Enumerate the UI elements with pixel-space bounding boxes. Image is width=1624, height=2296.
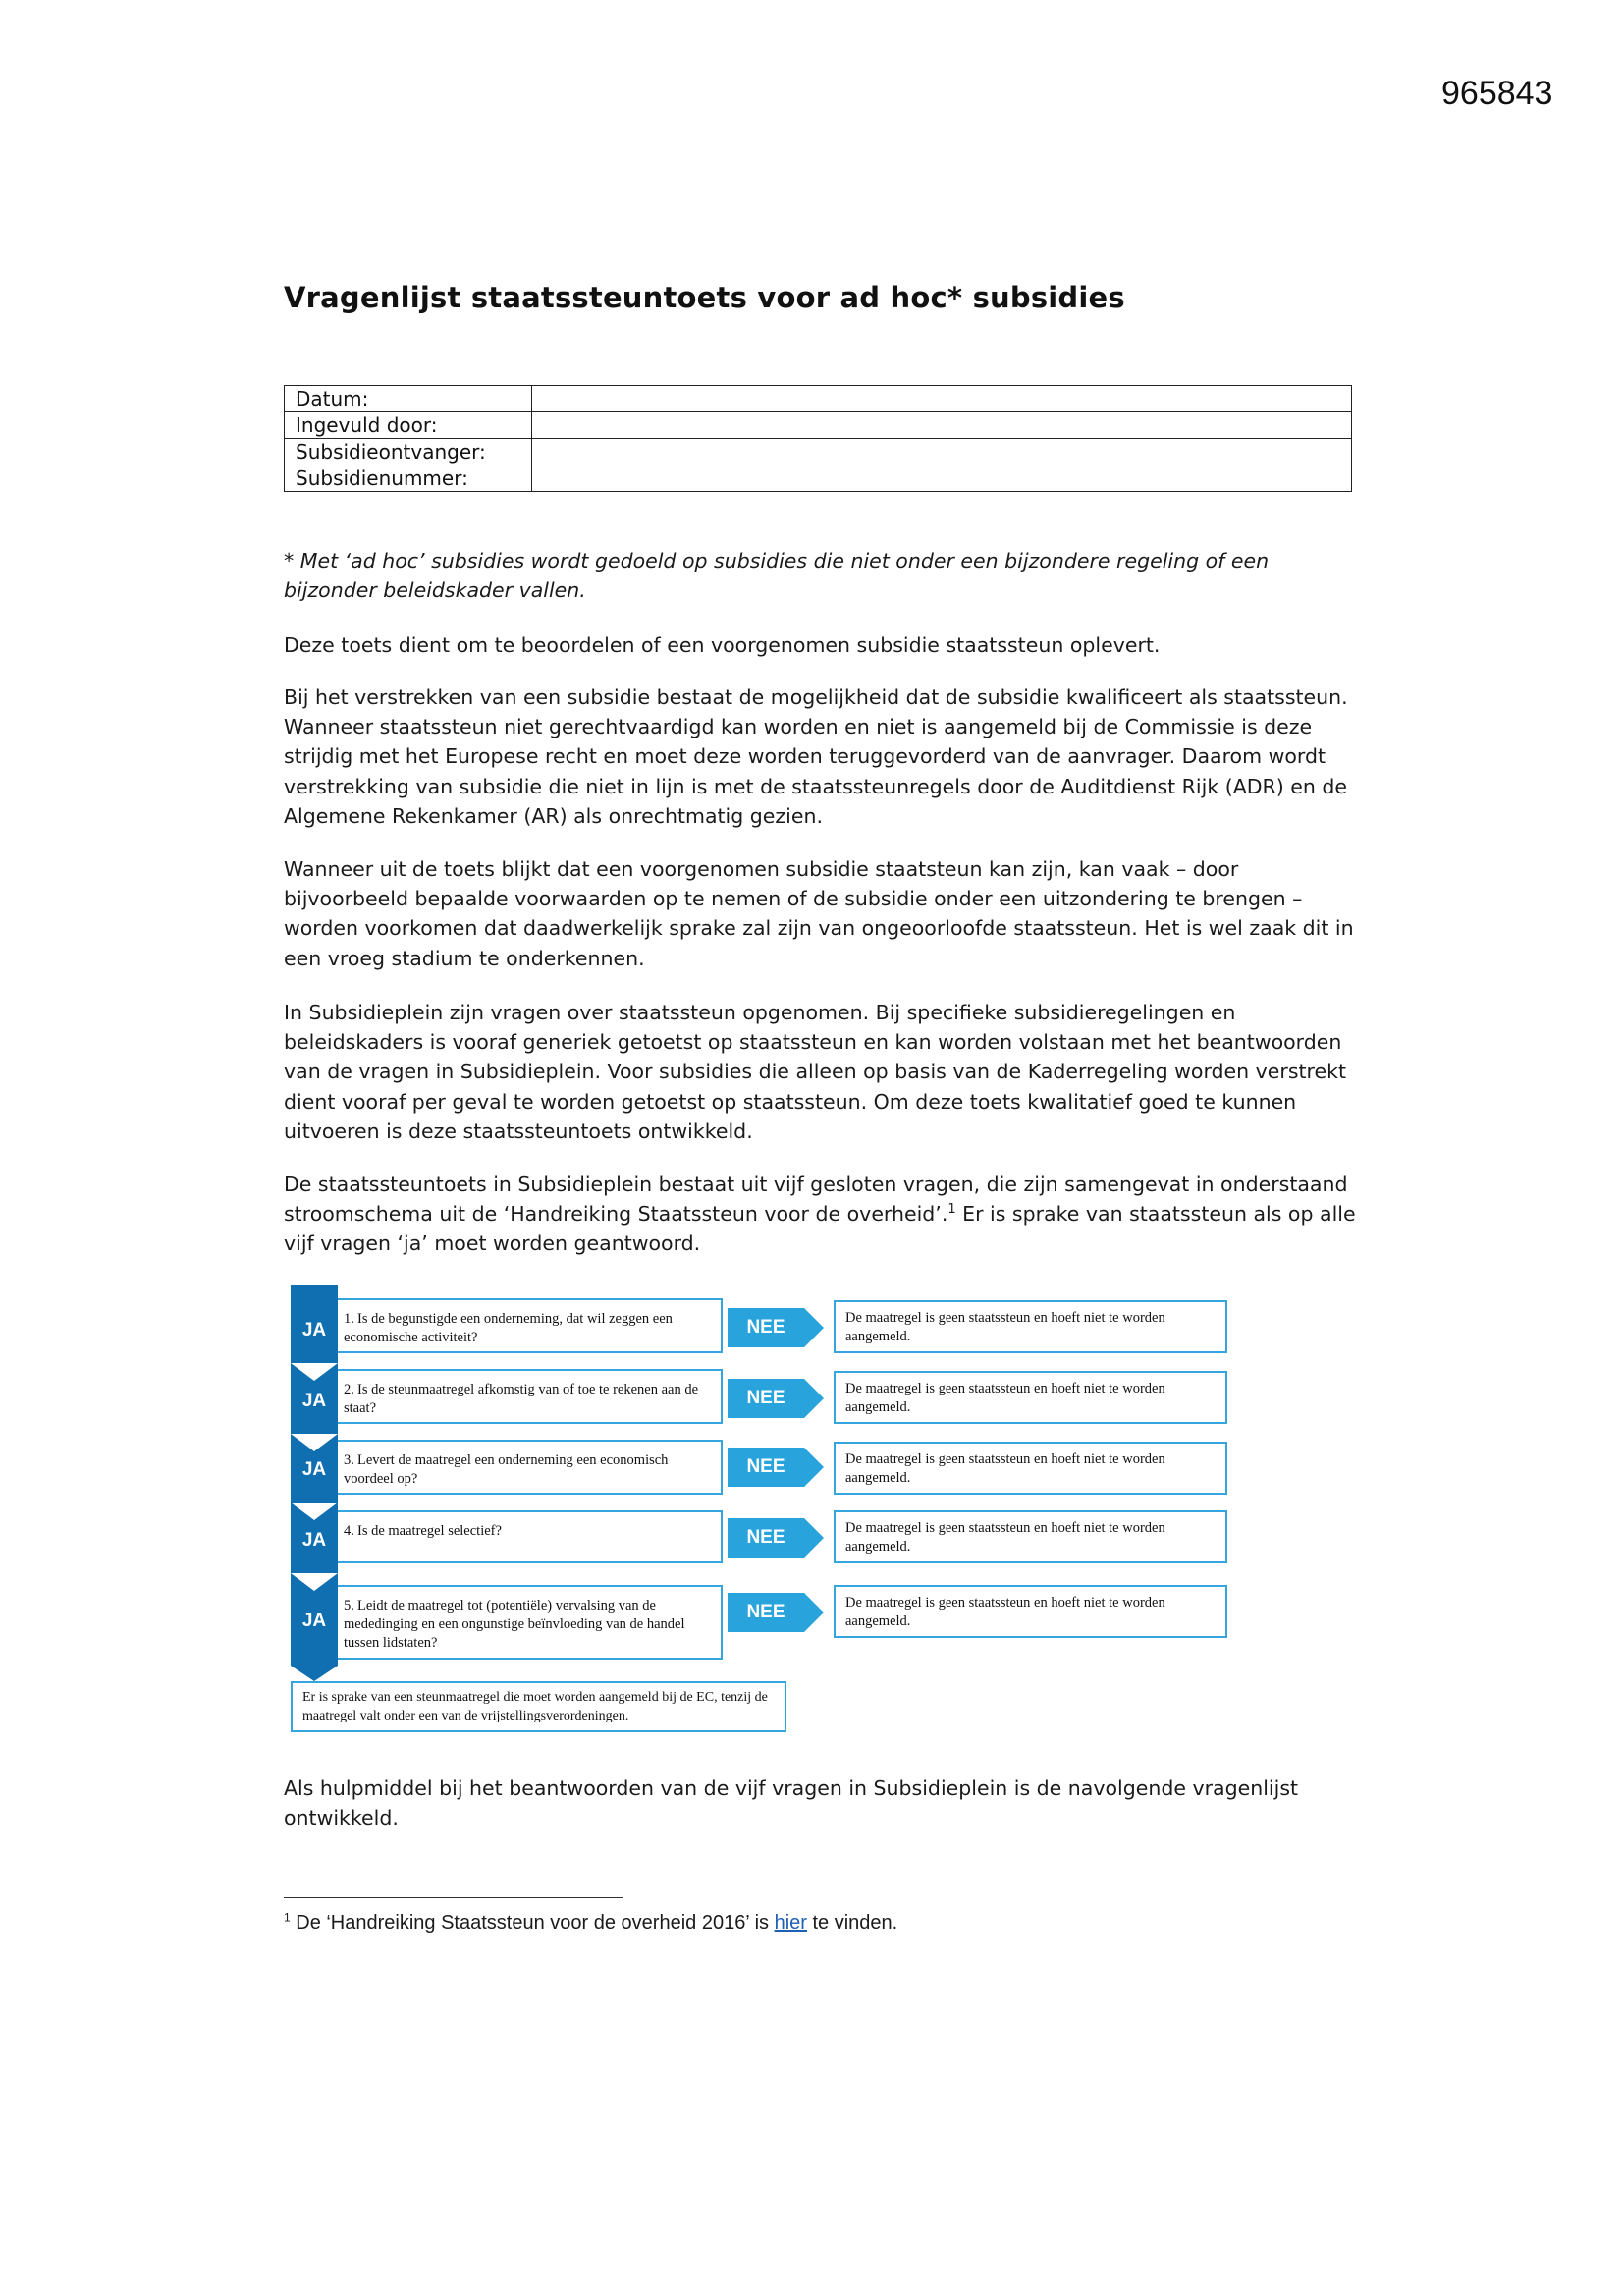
question-number: 2.	[344, 1382, 354, 1397]
nee-arrow	[728, 1379, 824, 1418]
paragraph-five-questions-text-end: Er is sprake van staatssteun als op alle vijf vragen ‘ja’ moet worden geantwoord.	[284, 1202, 1356, 1256]
ja-label: JA	[301, 1391, 327, 1411]
nee-label: NEE	[746, 1388, 785, 1408]
paragraph-five-questions	[284, 1170, 1364, 1259]
arrow-right-icon	[804, 1448, 824, 1487]
outcome-box-1: De maatregel is geen staatssteun en hoeft niet te worden aangemeld.	[834, 1300, 1227, 1353]
question-number: 4.	[344, 1523, 354, 1539]
meta-value-datum[interactable]	[532, 386, 1352, 412]
nee-arrow	[728, 1593, 824, 1632]
ja-label: JA	[301, 1459, 327, 1480]
question-box-5	[338, 1585, 723, 1660]
nee-arrow	[728, 1518, 824, 1558]
chevron-down-icon	[291, 1434, 338, 1451]
table-row	[285, 465, 1352, 492]
meta-value-subsidienummer[interactable]	[532, 465, 1352, 492]
outcome-box-5: De maatregel is geen staatssteun en hoeft niet te worden aangemeld.	[834, 1585, 1227, 1638]
ja-label: JA	[301, 1320, 327, 1340]
outcome-box-4: De maatregel is geen staatssteun en hoeft niet te worden aangemeld.	[834, 1510, 1227, 1563]
outcome-box-3: De maatregel is geen staatssteun en hoeft niet te worden aangemeld.	[834, 1442, 1227, 1495]
footnote-text: De ‘Handreiking Staatssteun voor de overheid 2016’ is	[290, 1912, 775, 1934]
question-number: 5.	[344, 1598, 354, 1613]
table-row	[285, 439, 1352, 465]
chevron-down-icon	[291, 1503, 338, 1520]
ja-label: JA	[301, 1611, 327, 1631]
chevron-down-icon	[291, 1363, 338, 1381]
meta-label-ingevuld-door: Ingevuld door:	[285, 412, 532, 439]
chevron-down-icon	[291, 1573, 338, 1591]
arrow-right-icon	[804, 1593, 824, 1632]
metadata-table	[284, 385, 1352, 492]
state-aid-flowchart	[291, 1285, 1233, 1736]
nee-arrow	[728, 1448, 824, 1487]
arrow-right-icon	[804, 1518, 824, 1558]
document-number: 965843	[1441, 75, 1553, 112]
question-box-1	[338, 1298, 723, 1353]
meta-label-datum: Datum:	[285, 386, 532, 412]
table-row	[285, 412, 1352, 439]
paragraph-five-questions-text: De staatssteuntoets in Subsidieplein bestaat uit vijf gesloten vragen, die zijn samengevat in onderstaand stroomschema uit de ‘Handreiking Staatssteun voor de overheid’.	[284, 1173, 1348, 1227]
paragraph-purpose: Deze toets dient om te beoordelen of een voorgenomen subsidie staatssteun oplevert.	[284, 633, 1161, 657]
nee-arrow	[728, 1308, 824, 1347]
paragraph-questionnaire: Als hulpmiddel bij het beantwoorden van de vijf vragen in Subsidieplein is de navolgende vragenlijst ontwikkeld.	[284, 1777, 1299, 1831]
ad-hoc-note: * Met ‘ad hoc’ subsidies wordt gedoeld op subsidies die niet onder een bijzondere regeling of een bijzonder beleidskader vallen.	[284, 549, 1270, 603]
question-text: Levert de maatregel een onderneming een economisch voordeel op?	[344, 1452, 669, 1487]
footnote-link[interactable]: hier	[774, 1912, 807, 1934]
chevron-down-icon	[291, 1666, 338, 1681]
nee-label: NEE	[746, 1602, 785, 1622]
nee-label: NEE	[746, 1317, 785, 1338]
question-box-2	[338, 1369, 723, 1424]
footnote	[284, 1909, 897, 1937]
meta-label-subsidieontvanger: Subsidieontvanger:	[285, 439, 532, 465]
question-box-4	[338, 1510, 723, 1563]
arrow-right-icon	[804, 1308, 824, 1347]
question-text: Is de begunstigde een onderneming, dat wil zeggen een economische activiteit?	[344, 1311, 673, 1345]
paragraph-state-aid: Bij het verstrekken van een subsidie bestaat de mogelijkheid dat de subsidie kwalificeert als staatssteun. Wanneer staatssteun niet gerechtvaardigd kan worden en niet is aangemeld bij de Commissie is deze strijdig met het Europese recht en moet deze worden teruggevorderd van de aanvrager. Daarom wordt verstrekking van subsidie die niet in lijn is met de staatssteunregels door de Auditdienst Rijk (ADR) en de Algemene Rekenkamer (AR) als onrechtmatig gezien.	[284, 685, 1348, 828]
question-text: Is de maatregel selectief?	[357, 1523, 502, 1539]
question-text: Leidt de maatregel tot (potentiële) vervalsing van de mededinging en een ongunstige beïnvloeding van de handel tussen lidstaten?	[344, 1598, 685, 1651]
meta-value-ingevuld-door[interactable]	[532, 412, 1352, 439]
nee-label: NEE	[746, 1527, 785, 1548]
question-text: Is de steunmaatregel afkomstig van of toe te rekenen aan de staat?	[344, 1382, 699, 1416]
question-box-3	[338, 1440, 723, 1495]
ja-label: JA	[301, 1530, 327, 1551]
footnote-ref[interactable]: 1	[947, 1202, 956, 1218]
outcome-box-2: De maatregel is geen staatssteun en hoeft niet te worden aangemeld.	[834, 1371, 1227, 1424]
table-row	[285, 386, 1352, 412]
question-number: 1.	[344, 1311, 354, 1327]
paragraph-prevention: Wanneer uit de toets blijkt dat een voorgenomen subsidie staatsteun kan zijn, kan vaak – door bijvoorbeeld bepaalde voorwaarden op te nemen of de subsidie onder een uitzondering te brengen – worden voorkomen dat daadwerkelijk sprake zal zijn van ongeoorloofde staatssteun. Het is wel zaak dit in een vroeg stadium te onderkennen.	[284, 857, 1354, 970]
footnote-text-end: te vinden.	[806, 1912, 898, 1934]
final-outcome-box: Er is sprake van een steunmaatregel die moet worden aangemeld bij de EC, tenzij de maatregel valt onder een van de vrijstellingsverordeningen.	[291, 1681, 786, 1732]
page-title: Vragenlijst staatssteuntoets voor ad hoc* subsidies	[284, 281, 1125, 314]
meta-label-subsidienummer: Subsidienummer:	[285, 465, 532, 492]
nee-label: NEE	[746, 1456, 785, 1477]
footnote-divider	[284, 1897, 623, 1898]
footnote-number: 1	[284, 1910, 291, 1925]
arrow-right-icon	[804, 1379, 824, 1418]
question-number: 3.	[344, 1452, 354, 1468]
paragraph-subsidieplein: In Subsidieplein zijn vragen over staatssteun opgenomen. Bij specifieke subsidieregelingen en beleidskaders is vooraf generiek getoetst op staatssteun en kan worden volstaan met het beantwoorden van de vragen in Subsidieplein. Voor subsidies die alleen op basis van de Kaderregeling worden verstrekt dient vooraf per geval te worden getoetst op staatssteun. Om deze toets kwalitatief goed te kunnen uitvoeren is deze staatssteuntoets ontwikkeld.	[284, 1001, 1347, 1143]
meta-value-subsidieontvanger[interactable]	[532, 439, 1352, 465]
